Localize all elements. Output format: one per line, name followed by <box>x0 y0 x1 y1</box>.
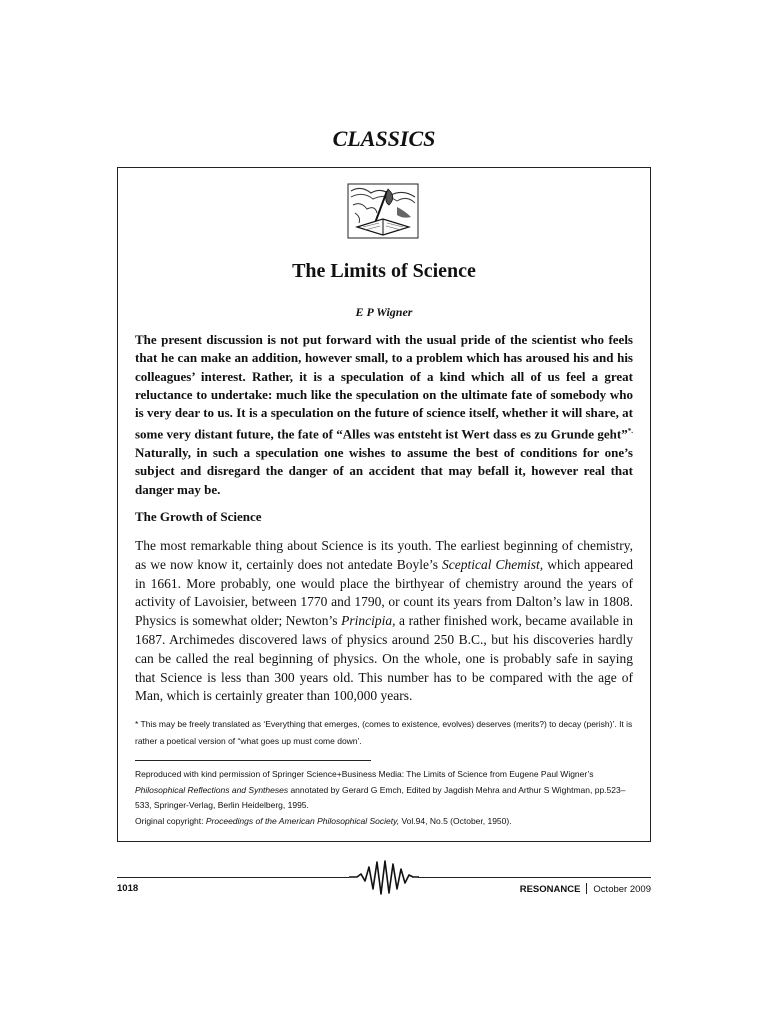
body-title-sceptical-chemist: Sceptical Chemist, <box>442 556 544 572</box>
permission-note <box>135 767 635 829</box>
issue-date: October 2009 <box>593 884 651 895</box>
original-journal-details: Vol.94, No.5 (October, 1950). <box>399 815 512 826</box>
journal-name: RESONANCE <box>519 884 581 895</box>
section-subheading: The Growth of Science <box>135 509 262 524</box>
body-text-2: which appeared in 1661. More probably, one would place the birthyear of chemistry around the years of activity of Lavoisier, between 1770 and 1790, or count its years from Dalton’s law in 1808. Physics is somewhat older; Newton’s <box>135 556 633 629</box>
footer-separator <box>586 883 587 894</box>
body-paragraph <box>135 537 633 706</box>
journal-footer <box>520 883 651 895</box>
abstract-paragraph <box>135 331 633 499</box>
footnote-marker: *. <box>627 427 633 436</box>
footer-rule-left <box>117 877 349 878</box>
body-text-1: The most remarkable thing about Science is its youth. The earliest beginning of chemistry, as we now know it, certainly does not antedate Boyle’s <box>135 538 633 572</box>
quill-book-emblem <box>347 183 419 239</box>
footnote: * This may be freely translated as ‘Everything that emerges, (comes to existence, evolves) deserves (merits?) to decay (perish)’. It is rather a poetical version of “what goes up must come down’. <box>135 719 633 746</box>
article-title: The Limits of Science <box>292 260 476 282</box>
permission-divider <box>135 760 371 761</box>
body-title-principia: Principia, <box>341 613 396 629</box>
abstract-text-start: The present discussion is not put forward with the usual pride of the scientist who feels that he can make an addition, however small, to a problem which has aroused his and his colleagues’ interest. Rather, it is a speculation of a kind which all of us feel a great reluctance to undertake: much like the speculation on the ultimate fate of somebody who is very dear to us. It is a speculation on the future of science itself, whether it will share, at some very distant future, the fate of “Alles was entsteht ist Wert dass es zu Grunde geht” <box>135 332 633 442</box>
author-name: E P Wigner <box>355 305 413 319</box>
original-copyright-label: Original copyright: <box>135 815 206 826</box>
section-title: CLASSICS <box>332 126 436 151</box>
body-text-3: a rather finished work, became available in 1687. Archimedes discovered laws of physics around 250 B.C., but his discoveries hardly can be called the real beginning of physics. On the whole, one is probably safe in saying that Science is less than 300 years old. This number has to be compared with the age of Man, which is certainly greater than 100,000 years. <box>135 613 633 704</box>
page-number: 1018 <box>117 883 139 894</box>
permission-book-title: Philosophical Reflections and Syntheses <box>135 784 289 795</box>
abstract-text-end: Naturally, in such a speculation one wishes to assume the best of conditions for one’s subject and disregard the danger of an accident that may befall it, however real that danger may be. <box>135 445 633 497</box>
footer-rule-right <box>418 877 651 878</box>
original-journal-title: Proceedings of the American Philosophical Society, <box>205 815 400 826</box>
resonance-wave-icon <box>349 858 419 898</box>
permission-text-2: annotated by Gerard G Emch, Edited by Jagdish Mehra and Arthur S Wightman, pp.523–533, Springer-Verlag, Berlin Heidelberg, 1995. <box>135 784 626 810</box>
permission-text-1: Reproduced with kind permission of Springer Science+Business Media: The Limits of Science from Eugene Paul Wigner’s <box>135 769 594 779</box>
